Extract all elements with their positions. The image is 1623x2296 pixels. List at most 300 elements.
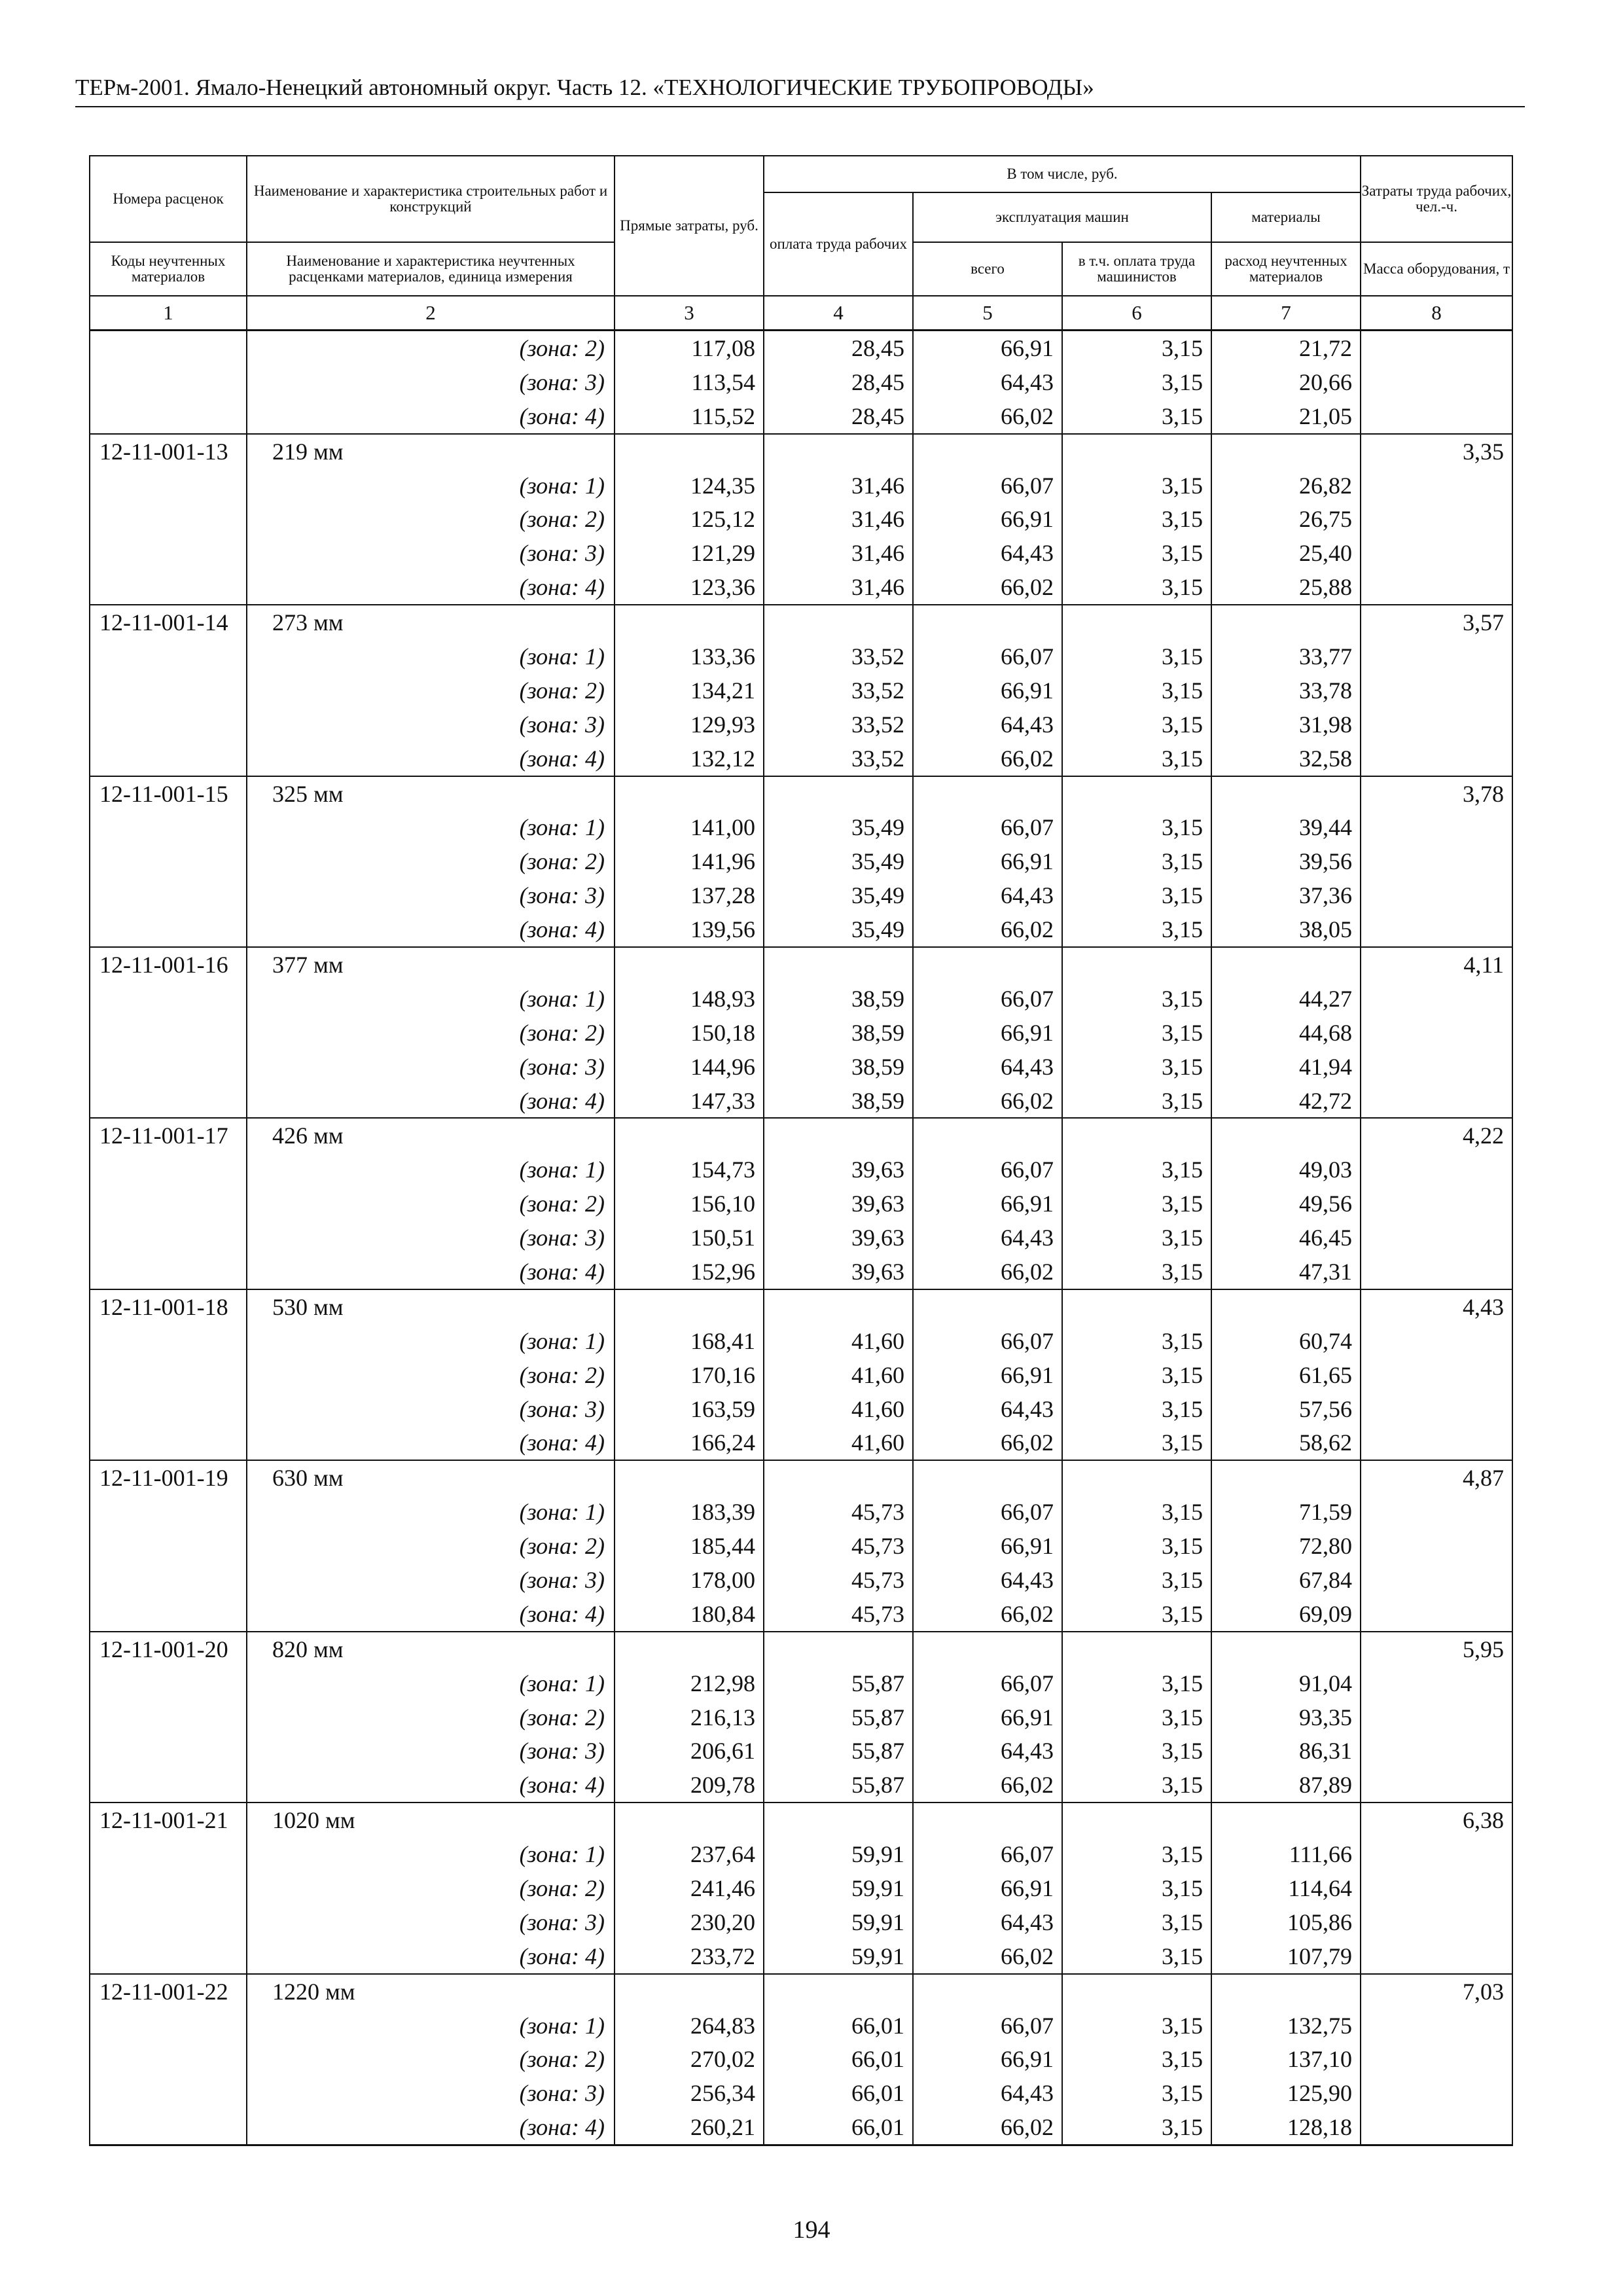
labor-costs-cell <box>1361 399 1512 434</box>
materials-cell: 72,80 <box>1211 1529 1361 1563</box>
zone-cell: (зона: 4) <box>247 912 615 947</box>
rate-code-cell: 12-11-001-14 <box>90 605 247 639</box>
table-row <box>90 708 1512 742</box>
labor-costs-cell: 5,95 <box>1361 1632 1512 1666</box>
zone-cell: (зона: 1) <box>247 982 615 1016</box>
machines-total-cell: 64,43 <box>913 536 1062 570</box>
direct-costs-cell: 241,46 <box>615 1871 764 1905</box>
labor-costs-cell: 4,11 <box>1361 947 1512 982</box>
header-machine-operation: эксплуатация машин <box>913 192 1211 242</box>
zone-cell: (зона: 2) <box>247 1871 615 1905</box>
rate-code-cell <box>90 2009 247 2043</box>
direct-costs-cell: 163,59 <box>615 1392 764 1426</box>
zone-cell: (зона: 4) <box>247 399 615 434</box>
machinist-pay-cell: 3,15 <box>1062 1153 1211 1187</box>
machines-total-cell <box>913 605 1062 639</box>
machinist-pay-cell: 3,15 <box>1062 912 1211 947</box>
materials-cell: 111,66 <box>1211 1837 1361 1871</box>
materials-cell: 39,56 <box>1211 844 1361 878</box>
materials-cell <box>1211 1289 1361 1324</box>
direct-costs-cell: 134,21 <box>615 673 764 708</box>
labor-costs-cell <box>1361 1324 1512 1358</box>
labor-costs-cell <box>1361 1255 1512 1289</box>
table-row <box>90 1426 1512 1461</box>
direct-costs-cell: 152,96 <box>615 1255 764 1289</box>
work-name-cell: 273 мм <box>247 605 615 639</box>
labor-pay-cell: 33,52 <box>764 673 913 708</box>
table-row <box>90 1632 1512 1666</box>
work-name-cell: 219 мм <box>247 434 615 469</box>
machines-total-cell: 64,43 <box>913 708 1062 742</box>
zone-cell: (зона: 3) <box>247 1563 615 1597</box>
materials-cell: 71,59 <box>1211 1495 1361 1529</box>
machinist-pay-cell: 3,15 <box>1062 1392 1211 1426</box>
table-row <box>90 536 1512 570</box>
rate-code-cell: 12-11-001-17 <box>90 1118 247 1153</box>
direct-costs-cell: 256,34 <box>615 2076 764 2110</box>
header-machinist-pay: в т.ч. оплата труда машинистов <box>1062 242 1211 296</box>
rate-code-cell: 12-11-001-13 <box>90 434 247 469</box>
direct-costs-cell: 180,84 <box>615 1597 764 1632</box>
labor-pay-cell <box>764 947 913 982</box>
rate-code-cell <box>90 1700 247 1734</box>
direct-costs-cell: 183,39 <box>615 1495 764 1529</box>
direct-costs-cell <box>615 776 764 811</box>
direct-costs-cell <box>615 947 764 982</box>
zone-cell: (зона: 2) <box>247 1016 615 1050</box>
materials-cell <box>1211 605 1361 639</box>
labor-costs-cell: 7,03 <box>1361 1974 1512 2009</box>
table-row <box>90 1563 1512 1597</box>
zone-cell: (зона: 4) <box>247 2110 615 2145</box>
labor-pay-cell: 41,60 <box>764 1392 913 1426</box>
table-row <box>90 1974 1512 2009</box>
direct-costs-cell: 260,21 <box>615 2110 764 2145</box>
direct-costs-cell <box>615 1974 764 2009</box>
machinist-pay-cell: 3,15 <box>1062 399 1211 434</box>
zone-cell: (зона: 2) <box>247 1700 615 1734</box>
machines-total-cell: 66,91 <box>913 1358 1062 1392</box>
machines-total-cell <box>913 1118 1062 1153</box>
materials-cell: 137,10 <box>1211 2043 1361 2077</box>
machines-total-cell: 66,02 <box>913 1084 1062 1119</box>
header-material-name: Наименование и характеристика неучтенных расценками материалов, единица измерения <box>247 242 615 296</box>
materials-cell <box>1211 434 1361 469</box>
rate-code-cell: 12-11-001-19 <box>90 1460 247 1495</box>
table-row <box>90 1495 1512 1529</box>
machinist-pay-cell: 3,15 <box>1062 2043 1211 2077</box>
labor-pay-cell: 39,63 <box>764 1187 913 1221</box>
machines-total-cell: 66,02 <box>913 742 1062 776</box>
direct-costs-cell: 124,35 <box>615 469 764 503</box>
machinist-pay-cell: 3,15 <box>1062 1939 1211 1974</box>
machines-total-cell: 66,02 <box>913 1768 1062 1803</box>
zone-cell: (зона: 1) <box>247 1324 615 1358</box>
rate-code-cell <box>90 469 247 503</box>
labor-pay-cell <box>764 605 913 639</box>
table-row <box>90 1803 1512 1837</box>
rate-code-cell <box>90 1392 247 1426</box>
labor-costs-cell: 3,57 <box>1361 605 1512 639</box>
zone-cell: (зона: 4) <box>247 570 615 605</box>
work-name-cell: 820 мм <box>247 1632 615 1666</box>
materials-cell: 44,27 <box>1211 982 1361 1016</box>
rate-code-cell <box>90 2110 247 2145</box>
header-materials: материалы <box>1211 192 1361 242</box>
machines-total-cell <box>913 1803 1062 1837</box>
zone-cell: (зона: 2) <box>247 502 615 536</box>
materials-cell: 60,74 <box>1211 1324 1361 1358</box>
labor-costs-cell <box>1361 1153 1512 1187</box>
direct-costs-cell: 113,54 <box>615 365 764 399</box>
machinist-pay-cell: 3,15 <box>1062 878 1211 912</box>
direct-costs-cell: 166,24 <box>615 1426 764 1461</box>
labor-pay-cell: 35,49 <box>764 878 913 912</box>
labor-pay-cell: 45,73 <box>764 1529 913 1563</box>
machinist-pay-cell: 3,15 <box>1062 1905 1211 1939</box>
direct-costs-cell <box>615 1118 764 1153</box>
labor-pay-cell <box>764 434 913 469</box>
table-row <box>90 1084 1512 1119</box>
labor-costs-cell <box>1361 1426 1512 1461</box>
machines-total-cell: 66,07 <box>913 469 1062 503</box>
rate-code-cell: 12-11-001-20 <box>90 1632 247 1666</box>
labor-pay-cell: 35,49 <box>764 810 913 844</box>
labor-pay-cell <box>764 776 913 811</box>
direct-costs-cell: 123,36 <box>615 570 764 605</box>
direct-costs-cell: 154,73 <box>615 1153 764 1187</box>
labor-pay-cell: 55,87 <box>764 1768 913 1803</box>
labor-costs-cell <box>1361 469 1512 503</box>
labor-pay-cell: 59,91 <box>764 1871 913 1905</box>
labor-costs-cell <box>1361 570 1512 605</box>
direct-costs-cell: 237,64 <box>615 1837 764 1871</box>
zone-cell: (зона: 1) <box>247 810 615 844</box>
materials-cell: 69,09 <box>1211 1597 1361 1632</box>
labor-pay-cell: 55,87 <box>764 1700 913 1734</box>
labor-pay-cell: 28,45 <box>764 365 913 399</box>
labor-pay-cell: 59,91 <box>764 1905 913 1939</box>
column-number: 7 <box>1211 296 1361 331</box>
table-row <box>90 2009 1512 2043</box>
machines-total-cell: 66,91 <box>913 1187 1062 1221</box>
machines-total-cell <box>913 1632 1062 1666</box>
zone-cell: (зона: 3) <box>247 708 615 742</box>
zone-cell: (зона: 4) <box>247 1255 615 1289</box>
rate-code-cell <box>90 708 247 742</box>
work-name-cell: 1220 мм <box>247 1974 615 2009</box>
labor-pay-cell: 55,87 <box>764 1666 913 1700</box>
rate-code-cell <box>90 536 247 570</box>
rate-code-cell <box>90 1495 247 1529</box>
direct-costs-cell: 125,12 <box>615 502 764 536</box>
machinist-pay-cell: 3,15 <box>1062 1563 1211 1597</box>
labor-costs-cell <box>1361 1734 1512 1768</box>
labor-pay-cell: 33,52 <box>764 639 913 673</box>
column-number: 8 <box>1361 296 1512 331</box>
materials-cell: 44,68 <box>1211 1016 1361 1050</box>
labor-pay-cell: 41,60 <box>764 1324 913 1358</box>
table-row <box>90 912 1512 947</box>
header-machines-total: всего <box>913 242 1062 296</box>
labor-costs-cell: 4,43 <box>1361 1289 1512 1324</box>
machines-total-cell: 66,07 <box>913 1495 1062 1529</box>
table-row <box>90 639 1512 673</box>
machinist-pay-cell: 3,15 <box>1062 673 1211 708</box>
machines-total-cell: 64,43 <box>913 1221 1062 1255</box>
header-labor-pay: оплата труда рабочих <box>764 192 913 296</box>
header-direct-costs: Прямые затраты, руб. <box>615 156 764 296</box>
machines-total-cell: 66,07 <box>913 1153 1062 1187</box>
table-row <box>90 1905 1512 1939</box>
direct-costs-cell: 206,61 <box>615 1734 764 1768</box>
machines-total-cell <box>913 1974 1062 2009</box>
labor-costs-cell <box>1361 1905 1512 1939</box>
machines-total-cell <box>913 1289 1062 1324</box>
labor-costs-cell <box>1361 1392 1512 1426</box>
table-row <box>90 810 1512 844</box>
header-material-codes: Коды неучтенных материалов <box>90 242 247 296</box>
machinist-pay-cell: 3,15 <box>1062 1734 1211 1768</box>
labor-costs-cell <box>1361 982 1512 1016</box>
rate-code-cell <box>90 1563 247 1597</box>
page-header-title: ТЕРм-2001. Ямало-Ненецкий автономный округ. Часть 12. «ТЕХНОЛОГИЧЕСКИЕ ТРУБОПРОВОДЫ» <box>75 75 1094 100</box>
direct-costs-cell: 129,93 <box>615 708 764 742</box>
header-rule <box>75 106 1525 107</box>
direct-costs-cell: 170,16 <box>615 1358 764 1392</box>
labor-pay-cell: 66,01 <box>764 2043 913 2077</box>
machinist-pay-cell: 3,15 <box>1062 1666 1211 1700</box>
direct-costs-cell: 115,52 <box>615 399 764 434</box>
labor-costs-cell: 4,22 <box>1361 1118 1512 1153</box>
column-number: 5 <box>913 296 1062 331</box>
zone-cell: (зона: 4) <box>247 1426 615 1461</box>
rate-code-cell <box>90 1050 247 1084</box>
materials-cell: 107,79 <box>1211 1939 1361 1974</box>
table-row <box>90 469 1512 503</box>
materials-cell: 93,35 <box>1211 1700 1361 1734</box>
direct-costs-cell: 147,33 <box>615 1084 764 1119</box>
machines-total-cell <box>913 434 1062 469</box>
materials-cell: 21,05 <box>1211 399 1361 434</box>
materials-cell: 87,89 <box>1211 1768 1361 1803</box>
labor-pay-cell: 39,63 <box>764 1255 913 1289</box>
labor-pay-cell <box>764 1289 913 1324</box>
machinist-pay-cell: 3,15 <box>1062 2076 1211 2110</box>
rate-code-cell <box>90 2076 247 2110</box>
rate-code-cell <box>90 502 247 536</box>
rate-code-cell <box>90 912 247 947</box>
zone-cell: (зона: 3) <box>247 1221 615 1255</box>
labor-pay-cell: 35,49 <box>764 912 913 947</box>
zone-cell: (зона: 2) <box>247 1187 615 1221</box>
machines-total-cell: 66,07 <box>913 1324 1062 1358</box>
table-row <box>90 1734 1512 1768</box>
rate-code-cell <box>90 1837 247 1871</box>
page-number: 194 <box>793 2216 830 2244</box>
direct-costs-cell <box>615 1632 764 1666</box>
direct-costs-cell: 150,18 <box>615 1016 764 1050</box>
rate-code-cell <box>90 1153 247 1187</box>
labor-pay-cell: 33,52 <box>764 708 913 742</box>
table-row <box>90 2076 1512 2110</box>
labor-costs-cell <box>1361 742 1512 776</box>
machinist-pay-cell: 3,15 <box>1062 1358 1211 1392</box>
zone-cell: (зона: 2) <box>247 1358 615 1392</box>
machinist-pay-cell: 3,15 <box>1062 1768 1211 1803</box>
direct-costs-cell: 117,08 <box>615 331 764 365</box>
labor-costs-cell <box>1361 331 1512 365</box>
machines-total-cell <box>913 776 1062 811</box>
header-rate-numbers: Номера расценок <box>90 156 247 242</box>
zone-cell: (зона: 3) <box>247 365 615 399</box>
machinist-pay-cell <box>1062 1289 1211 1324</box>
work-name-cell: 426 мм <box>247 1118 615 1153</box>
materials-cell: 114,64 <box>1211 1871 1361 1905</box>
machines-total-cell: 66,02 <box>913 1426 1062 1461</box>
materials-cell <box>1211 1974 1361 2009</box>
materials-cell: 26,75 <box>1211 502 1361 536</box>
zone-cell: (зона: 1) <box>247 469 615 503</box>
materials-cell: 21,72 <box>1211 331 1361 365</box>
labor-costs-cell <box>1361 1358 1512 1392</box>
machinist-pay-cell: 3,15 <box>1062 2009 1211 2043</box>
rate-code-cell <box>90 844 247 878</box>
labor-costs-cell <box>1361 1768 1512 1803</box>
table-row <box>90 1837 1512 1871</box>
materials-cell: 25,40 <box>1211 536 1361 570</box>
machinist-pay-cell: 3,15 <box>1062 365 1211 399</box>
direct-costs-cell <box>615 1460 764 1495</box>
table-row <box>90 982 1512 1016</box>
machines-total-cell: 66,07 <box>913 982 1062 1016</box>
materials-cell: 132,75 <box>1211 2009 1361 2043</box>
zone-cell: (зона: 3) <box>247 1050 615 1084</box>
labor-pay-cell: 38,59 <box>764 1016 913 1050</box>
labor-costs-cell <box>1361 878 1512 912</box>
table-row <box>90 1221 1512 1255</box>
labor-pay-cell: 28,45 <box>764 331 913 365</box>
direct-costs-cell: 216,13 <box>615 1700 764 1734</box>
rate-code-cell <box>90 1768 247 1803</box>
machines-total-cell: 66,91 <box>913 502 1062 536</box>
table-row <box>90 742 1512 776</box>
materials-cell: 58,62 <box>1211 1426 1361 1461</box>
rate-code-cell <box>90 673 247 708</box>
machinist-pay-cell: 3,15 <box>1062 844 1211 878</box>
table-row <box>90 1016 1512 1050</box>
direct-costs-cell: 139,56 <box>615 912 764 947</box>
direct-costs-cell: 132,12 <box>615 742 764 776</box>
labor-pay-cell: 66,01 <box>764 2110 913 2145</box>
direct-costs-cell: 121,29 <box>615 536 764 570</box>
labor-costs-cell <box>1361 365 1512 399</box>
machines-total-cell: 66,91 <box>913 1016 1062 1050</box>
rate-code-cell: 12-11-001-22 <box>90 1974 247 2009</box>
materials-cell: 33,77 <box>1211 639 1361 673</box>
rate-code-cell <box>90 2043 247 2077</box>
rate-code-cell <box>90 1597 247 1632</box>
machines-total-cell: 66,91 <box>913 1700 1062 1734</box>
machines-total-cell: 66,91 <box>913 673 1062 708</box>
labor-pay-cell <box>764 1460 913 1495</box>
table-row <box>90 1597 1512 1632</box>
table-row <box>90 1768 1512 1803</box>
labor-costs-cell: 4,87 <box>1361 1460 1512 1495</box>
zone-cell: (зона: 3) <box>247 2076 615 2110</box>
machinist-pay-cell <box>1062 776 1211 811</box>
labor-costs-cell <box>1361 1597 1512 1632</box>
table-body <box>90 331 1512 2145</box>
labor-costs-cell <box>1361 1050 1512 1084</box>
machinist-pay-cell <box>1062 434 1211 469</box>
machinist-pay-cell <box>1062 1974 1211 2009</box>
machines-total-cell: 66,07 <box>913 2009 1062 2043</box>
zone-cell: (зона: 2) <box>247 331 615 365</box>
machinist-pay-cell: 3,15 <box>1062 1426 1211 1461</box>
table-row <box>90 673 1512 708</box>
labor-costs-cell <box>1361 810 1512 844</box>
machinist-pay-cell <box>1062 947 1211 982</box>
machines-total-cell: 64,43 <box>913 2076 1062 2110</box>
machines-total-cell: 66,02 <box>913 912 1062 947</box>
rate-code-cell <box>90 1255 247 1289</box>
materials-cell: 47,31 <box>1211 1255 1361 1289</box>
table-row <box>90 1358 1512 1392</box>
direct-costs-cell: 148,93 <box>615 982 764 1016</box>
machinist-pay-cell <box>1062 605 1211 639</box>
header-labor-costs: Затраты труда рабочих, чел.-ч. <box>1361 156 1512 242</box>
machinist-pay-cell: 3,15 <box>1062 1016 1211 1050</box>
labor-pay-cell: 66,01 <box>764 2076 913 2110</box>
header-work-name: Наименование и характеристика строительных работ и конструкций <box>247 156 615 242</box>
rate-code-cell <box>90 1324 247 1358</box>
table-row <box>90 844 1512 878</box>
labor-costs-cell <box>1361 2110 1512 2145</box>
rate-code-cell <box>90 1905 247 1939</box>
materials-cell: 25,88 <box>1211 570 1361 605</box>
zone-cell: (зона: 2) <box>247 1529 615 1563</box>
rate-code-cell <box>90 742 247 776</box>
table-row <box>90 1939 1512 1974</box>
materials-cell <box>1211 1803 1361 1837</box>
zone-cell: (зона: 1) <box>247 1666 615 1700</box>
labor-pay-cell: 39,63 <box>764 1153 913 1187</box>
labor-pay-cell: 35,49 <box>764 844 913 878</box>
labor-pay-cell <box>764 1803 913 1837</box>
zone-cell: (зона: 2) <box>247 844 615 878</box>
materials-cell: 49,03 <box>1211 1153 1361 1187</box>
materials-cell: 46,45 <box>1211 1221 1361 1255</box>
zone-cell: (зона: 1) <box>247 2009 615 2043</box>
materials-cell: 39,44 <box>1211 810 1361 844</box>
table-row <box>90 365 1512 399</box>
machinist-pay-cell: 3,15 <box>1062 1837 1211 1871</box>
table-row <box>90 1392 1512 1426</box>
direct-costs-cell <box>615 605 764 639</box>
materials-cell: 37,36 <box>1211 878 1361 912</box>
machinist-pay-cell: 3,15 <box>1062 2110 1211 2145</box>
header-including: В том числе, руб. <box>764 156 1361 192</box>
materials-cell: 26,82 <box>1211 469 1361 503</box>
column-number: 4 <box>764 296 913 331</box>
direct-costs-cell: 156,10 <box>615 1187 764 1221</box>
direct-costs-cell: 168,41 <box>615 1324 764 1358</box>
labor-pay-cell: 33,52 <box>764 742 913 776</box>
direct-costs-cell: 133,36 <box>615 639 764 673</box>
labor-costs-cell <box>1361 2043 1512 2077</box>
labor-costs-cell <box>1361 536 1512 570</box>
